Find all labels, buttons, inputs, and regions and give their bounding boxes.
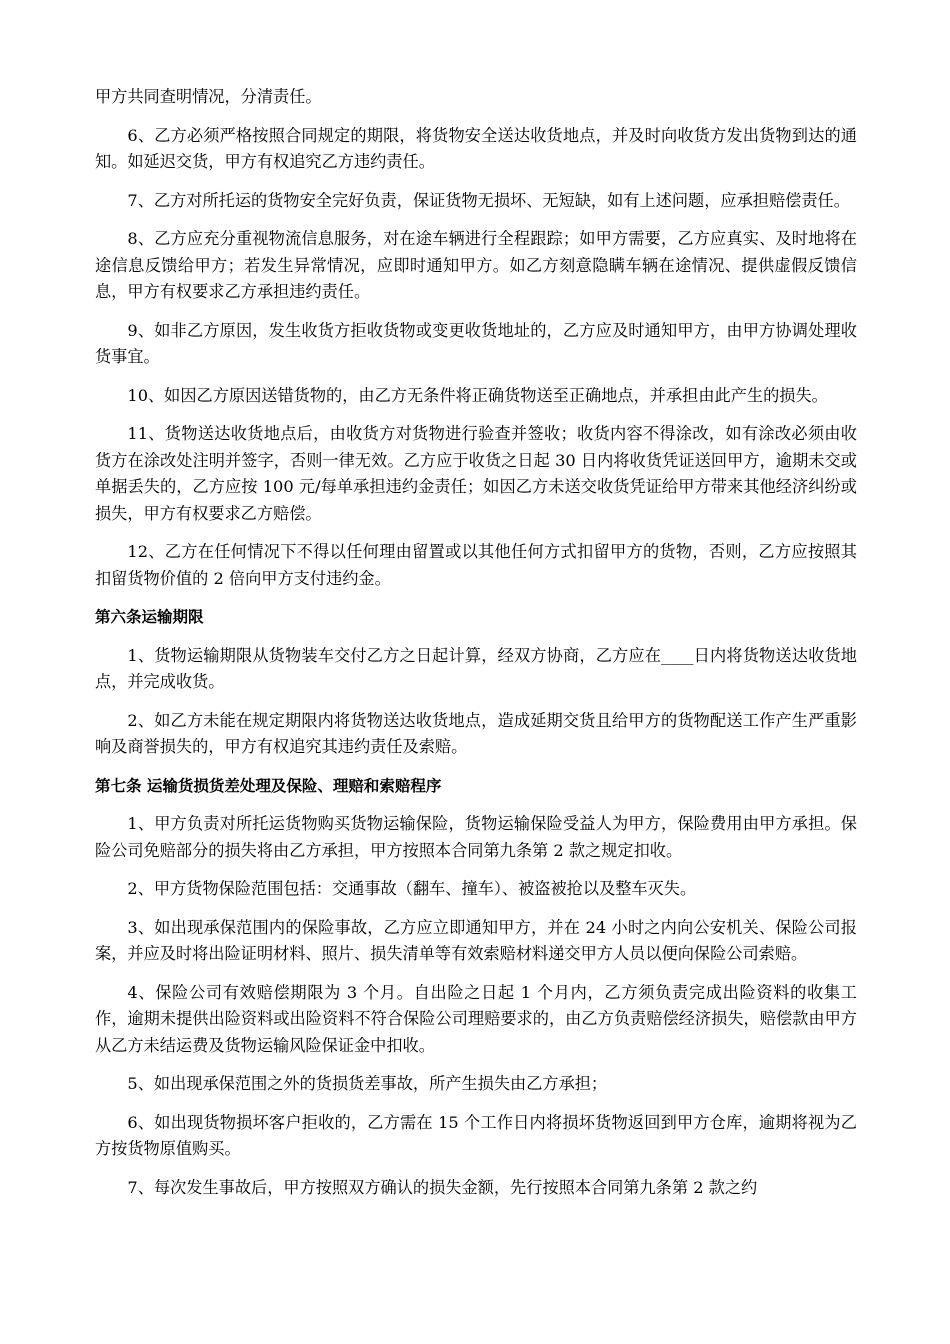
clause-item-6: 6、乙方必须严格按照合同规定的期限，将货物安全送达收货地点，并及时向收货方发出货物到达的通知。如延迟交货，甲方有权追究乙方违约责任。 [95, 125, 857, 171]
document-page [95, 84, 857, 1213]
clause-item-8: 8、乙方应充分重视物流信息服务，对在途车辆进行全程跟踪；如甲方需要，乙方应真实、及时地将在途信息反馈给甲方；若发生异常情况，应即时通知甲方。如乙方刻意隐瞒车辆在途情况、提供虚假反馈信息，甲方有权要求乙方承担违约责任。 [95, 229, 857, 301]
clause-item-12: 12、乙方在任何情况下不得以任何理由留置或以其他任何方式扣留甲方的货物，否则，乙方应按照其扣留货物价值的 2 倍向甲方支付违约金。 [95, 542, 857, 588]
clause-item-7: 7、乙方对所托运的货物安全完好负责，保证货物无损坏、无短缺，如有上述问题，应承担赔偿责任。 [127, 190, 850, 210]
article-7-item-4: 4、保险公司有效赔偿期限为 3 个月。自出险之日起 1 个月内，乙方须负责完成出险资料的收集工作，逾期未提供出险资料或出险资料不符合保险公司理赔要求的，由乙方负责赔偿经济损失，赔偿款由甲方从乙方未结运费及货物运输风险保证金中扣收。 [95, 982, 857, 1055]
article-7-item-7: 7、每次发生事故后，甲方按照双方确认的损失金额，先行按照本合同第九条第 2 款之约 [127, 1177, 758, 1197]
article-7-item-1: 1、甲方负责对所托运货物购买货物运输保险，货物运输保险受益人为甲方，保险费用由甲方承担。保险公司免赔部分的损失将由乙方承担，甲方按照本合同第九条第 2 款之规定扣收。 [95, 814, 857, 860]
paragraph-continuation: 甲方共同查明情况，分清责任。 [95, 87, 322, 106]
clause-item-9: 9、如非乙方原因，发生收货方拒收货物或变更收货地址的，乙方应及时通知甲方，由甲方协调处理收货事宜。 [95, 320, 857, 366]
article-7-item-2: 2、甲方货物保险范围包括：交通事故（翻车、撞车）、被盗被抢以及整车灭失。 [127, 879, 697, 898]
article-7-item-5: 5、如出现承保范围之外的货损货差事故，所产生损失由乙方承担； [127, 1074, 608, 1093]
clause-item-11: 11、货物送达收货地点后，由收货方对货物进行验查并签收；收货内容不得涂改，如有涂改必须由收货方在涂改处注明并签字，否则一律无效。乙方应于收货之日起 30 日内将收货凭证送回甲方，逾期未交或单据丢失的，乙方应按 100 元/每单承担违约金责任；如因乙方未送交收货凭证给甲方带来其他经济纠纷或损失，甲方有权要求乙方赔偿。 [95, 424, 857, 523]
article-7-item-6: 6、如出现货物损坏客户拒收的，乙方需在 15 个工作日内将损坏货物返回到甲方仓库，逾期将视为乙方按货物原值购买。 [95, 1112, 857, 1158]
clause-item-10: 10、如因乙方原因送错货物的，由乙方无条件将正确货物送至正确地点，并承担由此产生的损失。 [127, 385, 828, 405]
article-7-item-3: 3、如出现承保范围内的保险事故，乙方应立即通知甲方，并在 24 小时之内向公安机关、保险公司报案，并应及时将出险证明材料、照片、损失清单等有效索赔材料递交甲方人员以便向保险公司索赔。 [95, 917, 857, 963]
section-heading-article-6: 第六条运输期限 [95, 608, 204, 626]
article-6-item-1: 1、货物运输期限从货物装车交付乙方之日起计算，经双方协商，乙方应在____日内将货物送达收货地点，并完成收货。 [95, 645, 857, 691]
section-heading-article-7: 第七条 运输货损货差处理及保险、理赔和索赔程序 [95, 776, 442, 795]
article-6-item-2: 2、如乙方未能在规定期限内将货物送达收货地点，造成延期交货且给甲方的货物配送工作产生严重影响及商誉损失的，甲方有权追究其违约责任及索赔。 [95, 710, 857, 756]
